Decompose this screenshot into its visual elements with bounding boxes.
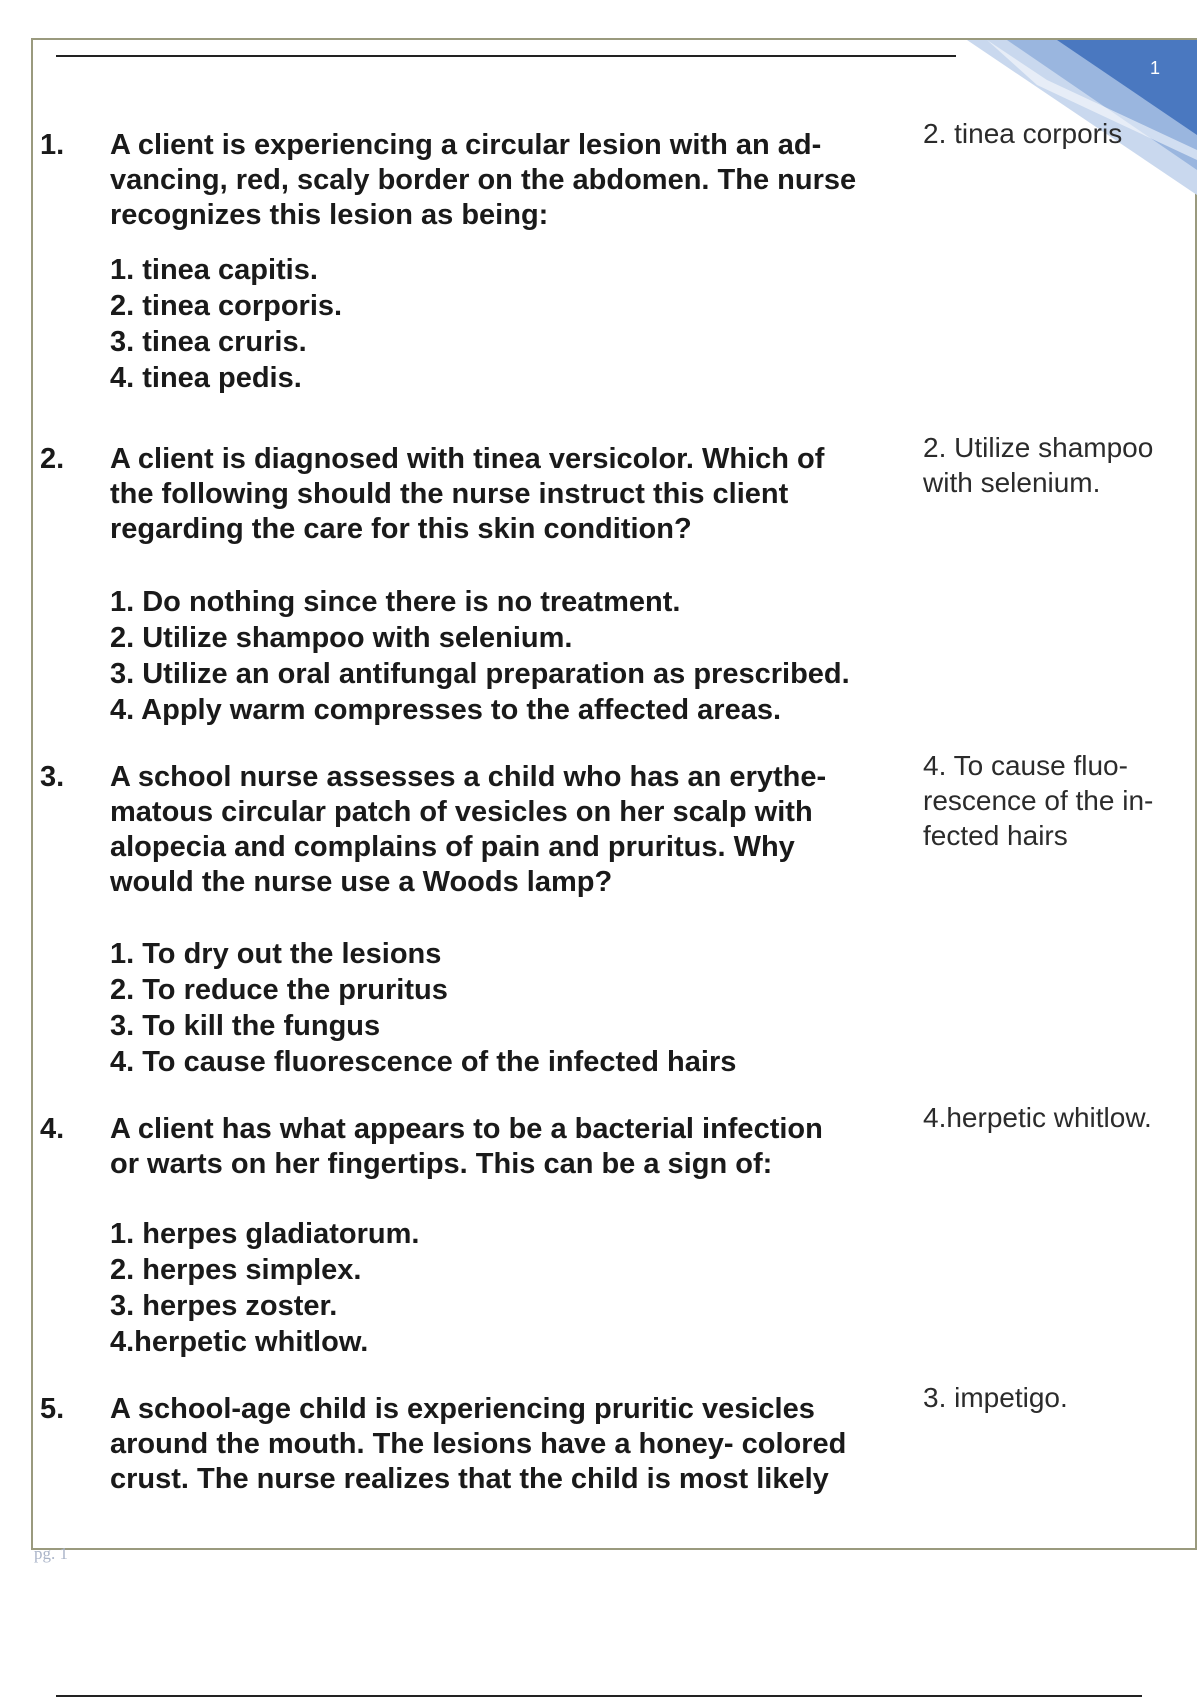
option-item: 3. To kill the fungus <box>110 1010 381 1042</box>
question-number: 2. <box>40 443 65 475</box>
question-number: 1. <box>40 129 65 161</box>
question-text: A client is experiencing a circular lesion with an ad- vancing, red, scaly border on the abdomen. The nurse recognizes this lesion as being: <box>110 129 857 231</box>
question-number: 4. <box>40 1113 65 1145</box>
options-list <box>110 252 950 396</box>
page-footer-label: pg. 1 <box>34 1544 68 1563</box>
option-item: 3. Utilize an oral antifungal preparation as prescribed. <box>110 658 850 690</box>
answer-note: 2. tinea corporis <box>923 118 1123 149</box>
answer-note: 4.herpetic whitlow. <box>923 1102 1152 1133</box>
question-text: A school nurse assesses a child who has an erythe- matous circular patch of vesicles on her scalp with alopecia and complains of pain and pruritus. Why would the nurse use a Woods lamp? <box>110 761 827 898</box>
option-item: 3. tinea cruris. <box>110 326 307 358</box>
header-rule <box>56 55 956 57</box>
option-item: 1. To dry out the lesions <box>110 938 442 970</box>
option-item: 3. herpes zoster. <box>110 1290 338 1322</box>
question-text: A school-age child is experiencing pruritic vesicles around the mouth. The lesions have a honey- colored crust. The nurse realizes that the child is most likely <box>110 1393 847 1495</box>
option-item: 2. tinea corporis. <box>110 290 343 322</box>
question-text: A client is diagnosed with tinea versicolor. Which of the following should the nurse instruct this client regarding the care for this skin condition? <box>110 443 825 545</box>
options-list <box>110 936 950 1080</box>
answer-note: 2. Utilize shampoo with selenium. <box>923 432 1154 498</box>
option-item: 4. tinea pedis. <box>110 362 302 394</box>
option-item: 4. To cause fluorescence of the infected hairs <box>110 1046 737 1078</box>
page-number: 1 <box>1149 58 1160 78</box>
option-item: 2. herpes simplex. <box>110 1254 362 1286</box>
answer-note: 3. impetigo. <box>923 1382 1068 1413</box>
options-list <box>110 1216 950 1360</box>
option-item: 2. To reduce the pruritus <box>110 974 448 1006</box>
footer-rule <box>56 1695 1142 1697</box>
answer-note: 4. To cause fluo- rescence of the in- fected hairs <box>923 750 1154 851</box>
options-list <box>110 584 950 728</box>
question-text: A client has what appears to be a bacterial infection or warts on her fingertips. This can be a sign of: <box>110 1113 823 1180</box>
option-item: 2. Utilize shampoo with selenium. <box>110 622 573 654</box>
option-item: 1. Do nothing since there is no treatment. <box>110 586 681 618</box>
option-item: 1. tinea capitis. <box>110 254 318 286</box>
option-item: 4. Apply warm compresses to the affected areas. <box>110 694 782 726</box>
option-item: 1. herpes gladiatorum. <box>110 1218 420 1250</box>
question-number: 3. <box>40 761 65 793</box>
option-item: 4.herpetic whitlow. <box>110 1326 369 1358</box>
question-number: 5. <box>40 1393 65 1425</box>
